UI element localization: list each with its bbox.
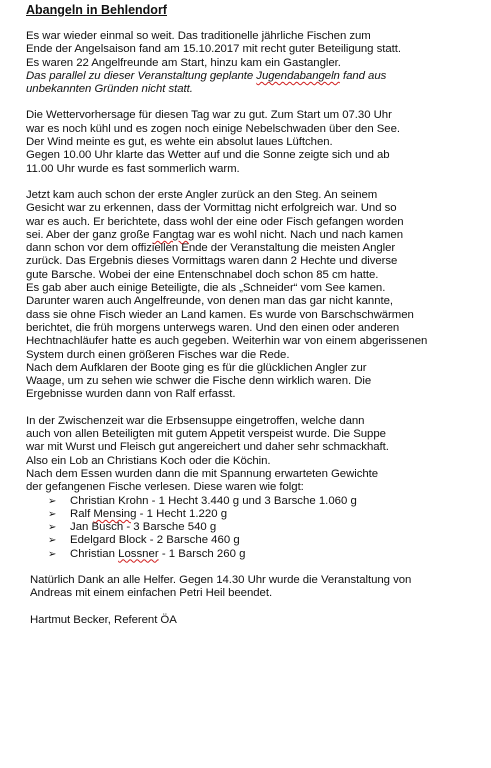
arrow-bullet-icon: ➢ [48,535,57,547]
text-fragment: Edelgard Block - 2 Barsche 460 g [70,534,240,547]
text-line: Die Wettervorhersage für diesen Tag war zu gut. Zum Start um 07.30 Uhr [26,109,392,122]
text-line: Der Wind meinte es gut, es wehte ein absolut laues Lüftchen. [26,136,333,149]
text-line [26,229,481,242]
arrow-bullet-icon: ➢ [48,495,57,507]
text-line: Es waren 22 Angelfreunde am Start, hinzu kam ein Gastangler. [26,56,341,69]
list-item [48,521,481,534]
text-line: war es auch. Er berichtete, dass wohl der eine oder Fisch gefangen worden [26,215,404,228]
text-line: Ende der Angelsaison fand am 15.10.2017 mit recht guter Beteiligung statt. [26,43,401,56]
text-fragment: Christian Krohn - 1 Hecht 3.440 g und 3 Barsche 1.060 g [70,494,357,507]
text-fragment: fand aus [339,69,387,82]
text-fragment: Ralf [70,507,94,520]
arrow-bullet-icon: ➢ [48,508,57,520]
spellcheck-word: Mensing [93,507,137,520]
catch-text [70,548,245,561]
text-line: Natürlich Dank an alle Helfer. Gegen 14.30 Uhr wurde die Veranstaltung von [30,573,412,586]
text-line: dann schon vor dem offiziellen Ende der Veranstaltung die meisten Angler [26,242,396,255]
text-fragment: Das parallel zu dieser Veranstaltung geplante [26,69,257,82]
intro-paragraph [26,30,481,96]
text-line: Ergebnisse wurden dann von Ralf erfasst. [26,388,236,401]
weather-paragraph [26,109,481,175]
text-line [26,70,481,83]
text-line: 11.00 Uhr wurde es fast sommerlich warm. [26,162,240,175]
text-line: zurück. Das Ergebnis dieses Vormittags waren dann 2 Hechte und diverse [26,255,398,268]
text-line: war mit Wurst und Fleisch gut angereichert und daher sehr schmackhaft. [26,441,389,454]
catch-text [70,521,216,534]
text-line: dass sie ohne Fisch wieder an Land kamen. Es wurde von Barschschwärmen [26,308,414,321]
catch-text [70,495,357,508]
text-fragment: war es wohl nicht. Nach und nach kamen [194,228,403,241]
text-fragment: sei. Aber der ganz große [26,228,153,241]
text-line: Jetzt kam auch schon der erste Angler zurück an den Steg. An seinem [26,188,378,201]
signature: Hartmut Becker, Referent ÖA [30,613,177,626]
catch-text [70,534,240,547]
text-line: Darunter waren auch Angelfreunde, von denen man das gar nicht kannte, [26,295,393,308]
text-line: In der Zwischenzeit war die Erbsensuppe eingetroffen, welche dann [26,414,365,427]
meal-paragraph [26,415,481,495]
text-line: berichtet, die früh morgens unterwegs waren. Und den einen oder anderen [26,321,400,334]
text-fragment: Jan Busch - 3 Barsche 540 g [70,521,217,534]
list-item [48,534,481,547]
arrow-bullet-icon: ➢ [48,548,57,560]
closing-paragraph [26,574,481,601]
spellcheck-word: Lossner [118,547,159,560]
text-line: Es gab aber auch einige Beteiligte, die als „Schneider“ vom See kamen. [26,282,386,295]
list-item [48,495,481,508]
text-fragment: - 1 Barsch 260 g [158,547,246,560]
list-item [48,508,481,521]
text-fragment: Christian [70,547,119,560]
text-line: auch von allen Beteiligten mit gutem Appetit verspeist wurde. Die Suppe [26,428,386,441]
arrow-bullet-icon: ➢ [48,522,57,534]
text-line: Waage, um zu sehen wie schwer die Fische denn wirklich waren. Die [26,375,372,388]
text-line: Hechtnachläufer hatte es auch gegeben. Weiterhin war von einem abgerissenen [26,335,428,348]
text-line: Gegen 10.00 Uhr klarte das Wetter auf und die Sonne zeigte sich und ab [26,149,390,162]
text-line: Es war wieder einmal so weit. Das traditionelle jährliche Fischen zum [26,30,371,42]
spellcheck-word: Fangtag [152,228,195,241]
text-line: Also ein Lob an Christians Koch oder die Köchin. [26,454,271,467]
text-line: Nach dem Aufklaren der Boote ging es für die glücklichen Angler zur [26,361,367,374]
text-line: Andreas mit einem einfachen Petri Heil beendet. [30,587,273,600]
text-line: Gesicht war zu erkennen, dass der Vormittag nicht erfolgreich war. Und so [26,202,397,215]
spellcheck-word: Jugendabangeln [256,69,340,82]
text-line: war es noch kühl und es zogen noch einige Nebelschwaden über den See. [26,122,400,135]
text-line: gute Barsche. Wobei der eine Entenschnabel doch schon 85 cm hatte. [26,268,379,281]
text-line: der gefangenen Fische verlesen. Diese waren wie folgt: [26,481,304,494]
catch-text [70,508,227,521]
results-paragraph [26,189,481,402]
article-title: Abangeln in Behlendorf [26,3,167,17]
list-item [48,548,481,561]
text-line: unbekannten Gründen nicht statt. [26,83,193,96]
text-line: System durch einen größeren Fisches war die Rede. [26,348,290,361]
catch-list [26,495,481,561]
text-line: Nach dem Essen wurden dann die mit Spannung erwarteten Gewichte [26,467,379,480]
text-fragment: - 1 Hecht 1.220 g [136,507,228,520]
